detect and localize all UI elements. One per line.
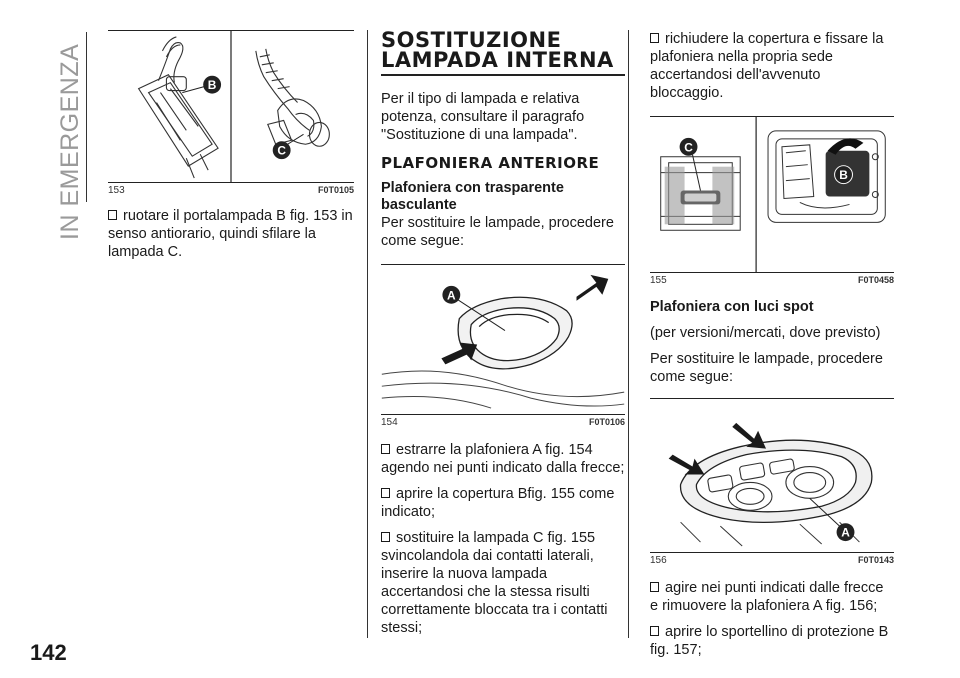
bullet-item: estrarre la plafoniera A fig. 154 agendo nei punti indicato dalla frecce;	[381, 442, 625, 476]
checkbox-bullet-icon	[650, 33, 659, 43]
figure-156-illustration	[650, 399, 894, 553]
checkbox-bullet-icon	[650, 582, 659, 592]
column-2	[381, 30, 625, 637]
figure-number: 154	[381, 417, 398, 428]
subsection-title: PLAFONIERA ANTERIORE	[381, 154, 600, 172]
figure-153-illustration	[108, 31, 354, 183]
figure-155-illustration	[650, 117, 894, 273]
figure-153-label-c: C	[277, 143, 286, 158]
checkbox-bullet-icon	[381, 444, 390, 454]
bullet-item: aprire lo sportellino di protezione B fig. 157;	[650, 624, 889, 658]
figure-code: F0T0105	[317, 185, 354, 195]
figure-155-caption	[650, 273, 894, 287]
figure-156-label-a: A	[841, 525, 850, 540]
bullet-item: sostituire la lampada C fig. 155 svincolandola dai contatti laterali, inserire la nuova lampada accertandosi che la stessa risulti correttamente bloccata tra i contatti stessi;	[381, 530, 608, 636]
figure-code: F0T0143	[857, 555, 894, 565]
figure-number: 156	[650, 555, 667, 566]
figure-155-label-c: C	[684, 140, 693, 155]
bullet-item: aprire la copertura Bfig. 155 come indicato;	[381, 486, 615, 520]
figure-155-label-b: B	[839, 168, 848, 183]
figure-154	[381, 264, 625, 429]
procedure-paragraph: Per sostituire le lampade, procedere come segue:	[381, 215, 614, 249]
checkbox-bullet-icon	[381, 532, 390, 542]
checkbox-bullet-icon	[650, 626, 659, 636]
side-section-title: IN EMERGENZA	[56, 43, 84, 240]
figure-code: F0T0106	[588, 417, 625, 427]
section-title: SOSTITUZIONE LAMPADA INTERNA	[381, 30, 625, 76]
side-rule	[86, 32, 87, 202]
figure-156-caption	[650, 553, 894, 567]
figure-154-illustration	[381, 265, 625, 415]
figure-153	[108, 30, 354, 197]
column-3	[650, 30, 894, 659]
figure-153-caption	[108, 183, 354, 197]
column-1	[108, 30, 354, 261]
procedure-paragraph: Per sostituire le lampade, procedere come segue:	[650, 351, 883, 385]
checkbox-bullet-icon	[381, 488, 390, 498]
page-number: 142	[30, 640, 67, 665]
bullet-item: richiudere la copertura e fissare la plafoniera nella propria sede accertandosi dell'avvenuto bloccaggio.	[650, 31, 884, 101]
heading-plafoniera-spot: Plafoniera con luci spot	[650, 299, 814, 315]
figure-code: F0T0458	[857, 275, 894, 285]
figure-155	[650, 116, 894, 287]
figure-number: 155	[650, 275, 667, 286]
checkbox-bullet-icon	[108, 210, 117, 220]
column-separator	[628, 30, 629, 638]
heading-plafoniera-basculante: Plafoniera con trasparente basculante	[381, 180, 564, 213]
availability-note: (per versioni/mercati, dove previsto)	[650, 325, 881, 341]
figure-number: 153	[108, 185, 125, 196]
figure-156	[650, 398, 894, 567]
figure-154-label-a: A	[447, 288, 456, 303]
figure-153-label-b: B	[207, 78, 217, 93]
column-separator	[367, 30, 368, 638]
figure-154-caption	[381, 415, 625, 429]
intro-paragraph: Per il tipo di lampada e relativa potenza, consultare il paragrafo "Sostituzione di una lampada".	[381, 91, 585, 143]
bullet-item: ruotare il portalampada B fig. 153 in senso antiorario, quindi sfilare la lampada C.	[108, 208, 353, 260]
bullet-item: agire nei punti indicati dalle frecce e rimuovere la plafoniera A fig. 156;	[650, 580, 884, 614]
